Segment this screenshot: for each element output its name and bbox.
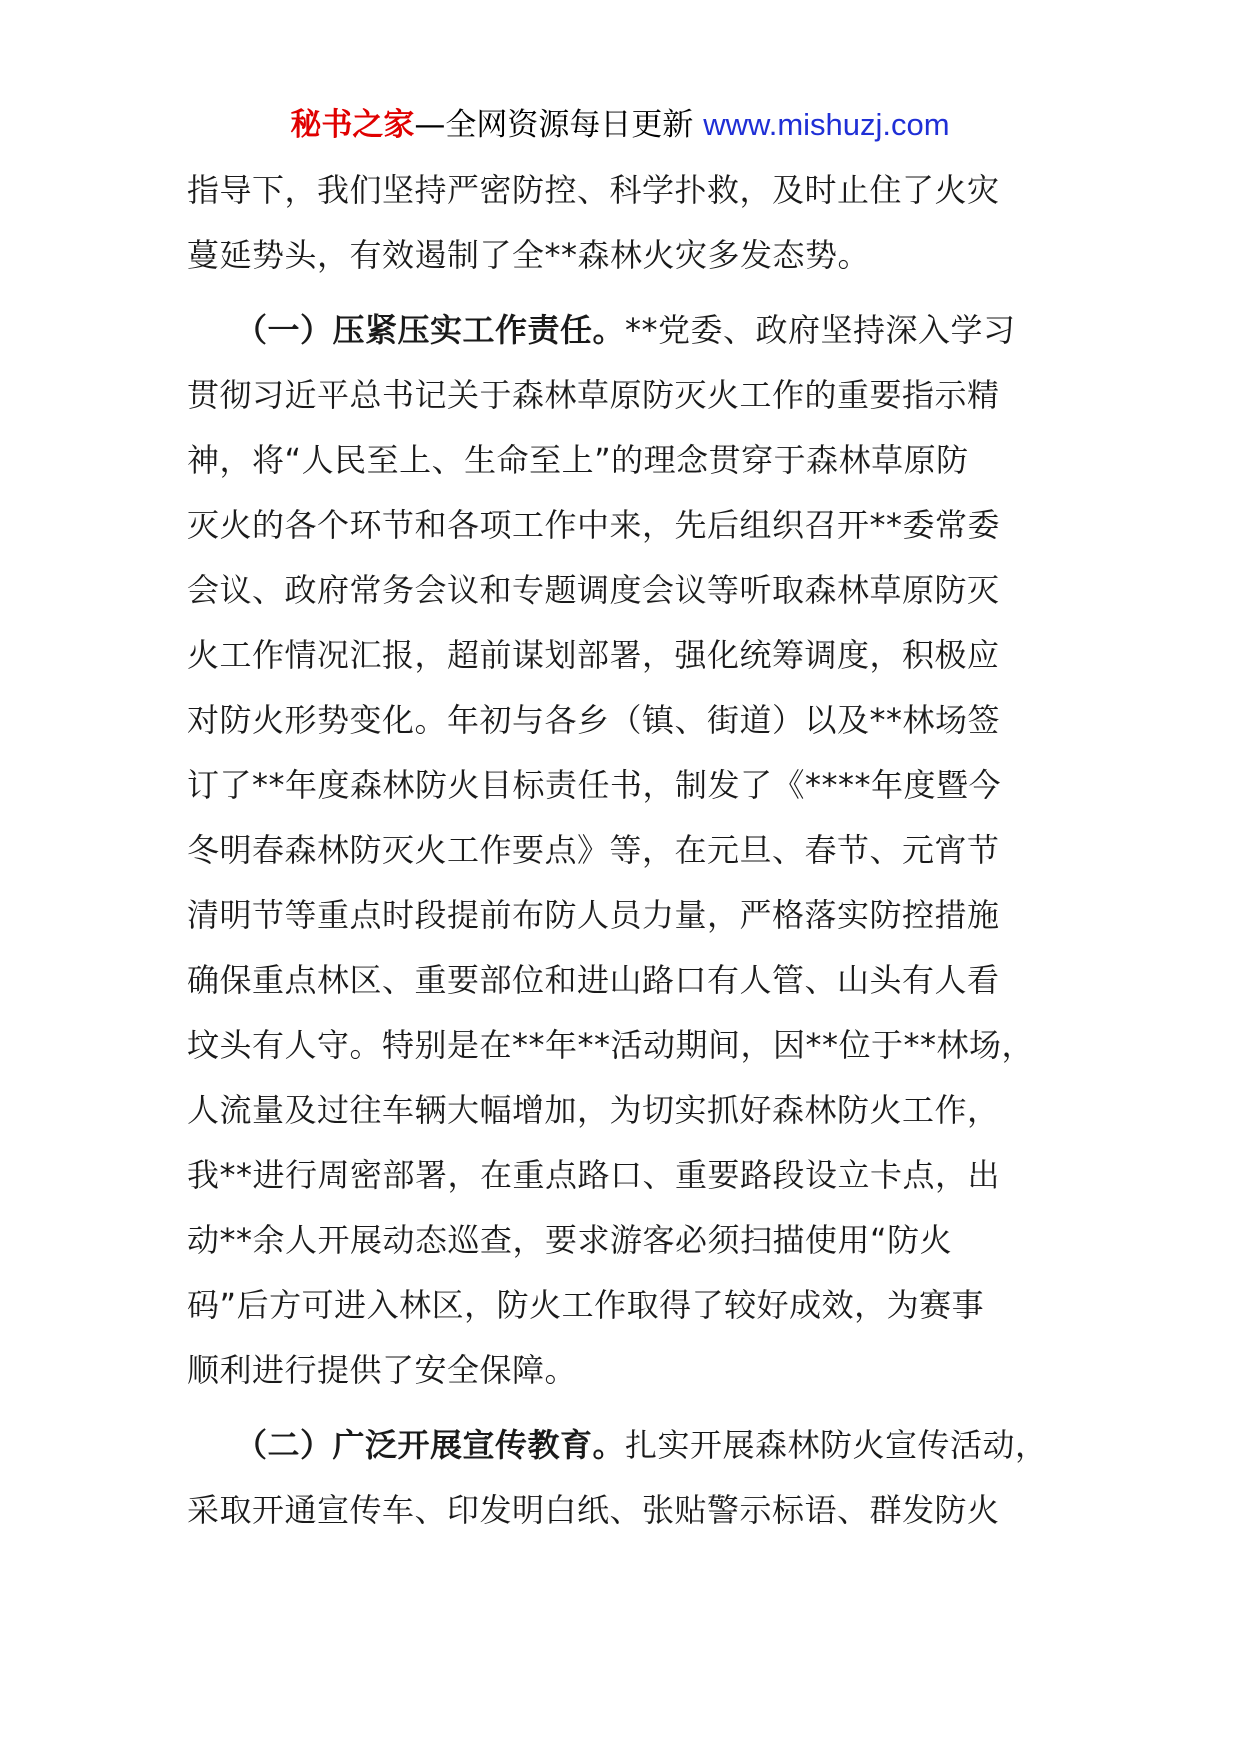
section1-line: 坟头有人守。特别是在**年**活动期间，因**位于**林场，	[187, 1026, 1035, 1064]
section2-line: 采取开通宣传车、印发明白纸、张贴警示标语、群发防火	[187, 1491, 1000, 1529]
section2-first-line-rest: 扎实开展森林防火宣传活动，	[625, 1426, 1048, 1464]
site-watermark-header	[0, 100, 1240, 150]
section2-heading: （二）广泛开展宣传教育。	[235, 1426, 626, 1464]
document-body	[187, 158, 1077, 1543]
section1-first-line	[187, 298, 1077, 363]
section2-first-line	[187, 1413, 1077, 1478]
intro-line-2: 蔓延势头，有效遏制了全**森林火灾多发态势。	[187, 236, 871, 274]
section1-line: 清明节等重点时段提前布防人员力量，严格落实防控措施	[187, 896, 1000, 934]
section1-first-line-rest: **党委、政府坚持深入学习	[625, 311, 1016, 349]
section1-line: 我**进行周密部署，在重点路口、重要路段设立卡点，出	[187, 1156, 1001, 1194]
section1-line: 贯彻习近平总书记关于森林草原防灭火工作的重要指示精	[187, 376, 1000, 414]
section1-line: 人流量及过往车辆大幅增加，为切实抓好森林防火工作，	[187, 1091, 1000, 1129]
section1-line: 动**余人开展动态巡查，要求游客必须扫描使用“防火	[187, 1221, 953, 1259]
section1-line: 灭火的各个环节和各项工作中来，先后组织召开**委常委	[187, 506, 1001, 544]
section1-line: 火工作情况汇报，超前谋划部署，强化统筹调度，积极应	[187, 636, 1000, 674]
section1-line: 顺利进行提供了安全保障。	[187, 1351, 578, 1389]
section1-line: 对防火形势变化。年初与各乡（镇、街道）以及**林场签	[187, 701, 1001, 739]
header-tagline: —全网资源每日更新	[414, 107, 704, 143]
section1-line: 确保重点林区、重要部位和进山路口有人管、山头有人看	[187, 961, 1000, 999]
intro-line-1: 指导下，我们坚持严密防控、科学扑救，及时止住了火灾	[187, 171, 1000, 209]
site-url[interactable]: www.mishuzj.com	[703, 107, 950, 142]
section1-line: 订了**年度森林防火目标责任书，制发了《****年度暨今	[187, 766, 1002, 804]
section1-line: 神，将“人民至上、生命至上”的理念贯穿于森林草原防	[187, 441, 969, 479]
section1-line: 会议、政府常务会议和专题调度会议等听取森林草原防灭	[187, 571, 1000, 609]
section1-line: 码”后方可进入林区，防火工作取得了较好成效，为赛事	[187, 1286, 985, 1324]
brand-name: 秘书之家	[290, 107, 415, 143]
section1-heading: （一）压紧压实工作责任。	[235, 311, 626, 349]
section1-line: 冬明春森林防灭火工作要点》等，在元旦、春节、元宵节	[187, 831, 1000, 869]
